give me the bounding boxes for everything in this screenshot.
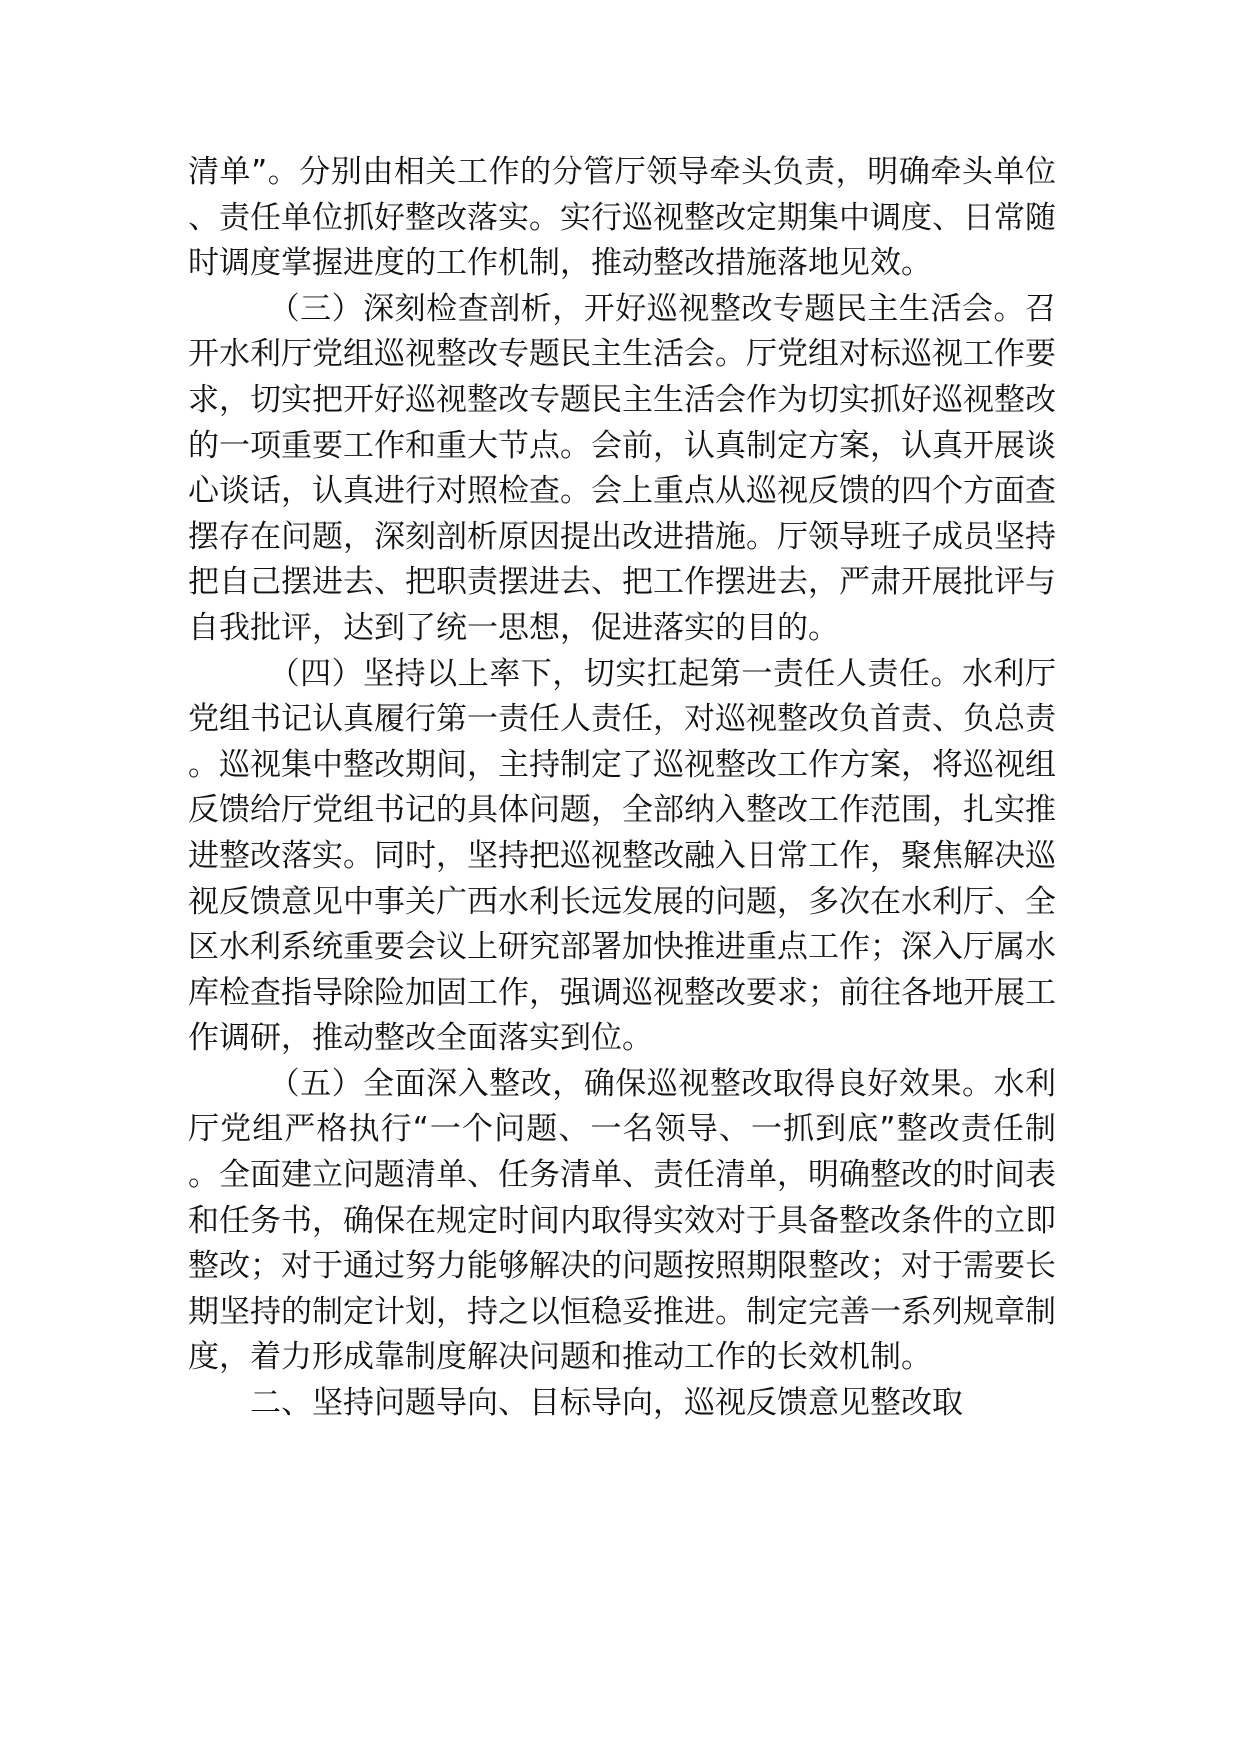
paragraph-continuation: 清单”。分别由相关工作的分管厅领导牵头负责，明确牵头单位、责任单位抓好整改落实。实行巡视整改定期集中调度、日常随时调度掌握进度的工作机制，推动整改措施落地见效。 — [188, 154, 1056, 282]
paragraph-section-4: （四）坚持以上率下，切实扛起第一责任人责任。水利厅党组书记认真履行第一责任人责任，对巡视整改负首责、负总责。巡视集中整改期间，主持制定了巡视整改工作方案，将巡视组反馈给厅党组书记的具体问题，全部纳入整改工作范围，扎实推进整改落实。同时，坚持把巡视整改融入日常工作，聚焦解决巡视反馈意见中事关广西水利长远发展的问题，多次在水利厅、全区水利系统重要会议上研究部署加快推进重点工作；深入厅属水库检查指导除险加固工作，强调巡视整改要求；前往各地开展工作调研，推动整改全面落实到位。 — [188, 655, 1056, 1057]
heading-part-2: 二、坚持问题导向、目标导向，巡视反馈意见整改取 — [250, 1385, 963, 1422]
document-body — [188, 150, 1056, 1427]
paragraph-section-3: （三）深刻检查剖析，开好巡视整改专题民主生活会。召开水利厅党组巡视整改专题民主生活会。厅党组对标巡视工作要求，切实把开好巡视整改专题民主生活会作为切实抓好巡视整改的一项重要工作和重大节点。会前，认真制定方案，认真开展谈心谈话，认真进行对照检查。会上重点从巡视反馈的四个方面查摆存在问题，深刻剖析原因提出改进措施。厅领导班子成员坚持把自己摆进去、把职责摆进去、把工作摆进去，严肃开展批评与自我批评，达到了统一思想，促进落实的目的。 — [188, 290, 1056, 646]
paragraph-section-5: （五）全面深入整改，确保巡视整改取得良好效果。水利厅党组严格执行“一个问题、一名领导、一抓到底”整改责任制。全面建立问题清单、任务清单、责任清单，明确整改的时间表和任务书，确保在规定时间内取得实效对于具备整改条件的立即整改；对于通过努力能够解决的问题按照期限整改；对于需要长期坚持的制定计划，持之以恒稳妥推进。制定完善一系列规章制度，着力形成靠制度解决问题和推动工作的长效机制。 — [188, 1065, 1056, 1376]
